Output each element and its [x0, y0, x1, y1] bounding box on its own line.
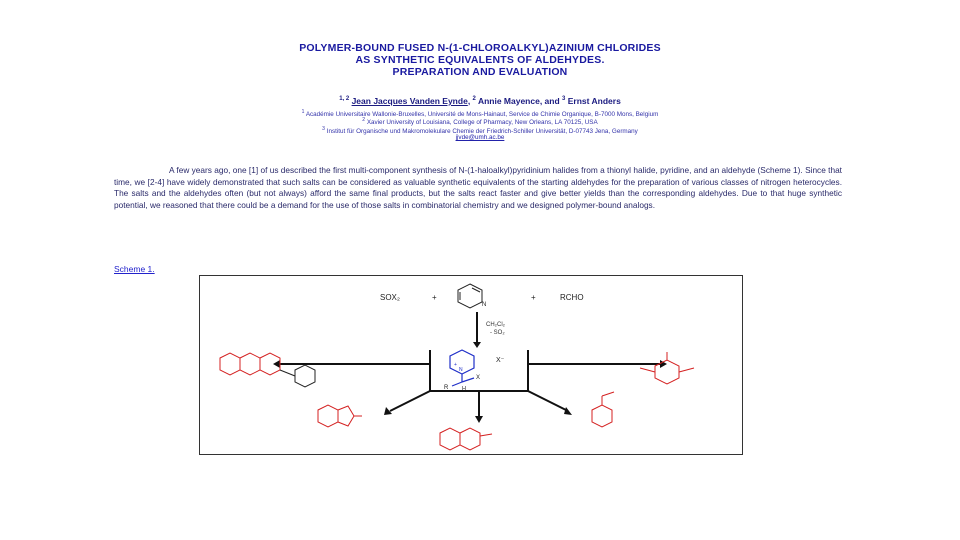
arrow-left [273, 360, 280, 368]
salt-x-label: X [476, 375, 481, 381]
intro-paragraph [114, 165, 842, 211]
scheme-1-link[interactable]: Scheme 1. [114, 264, 155, 274]
pyridine-structure [458, 284, 482, 308]
author-list: $^{1, 2}$ Jean Jacques Vanden Eynde, $^2$ Annie Mayence, and $^3$ Ernst Anders [339, 96, 621, 106]
salt-h-label: H [462, 386, 466, 392]
title-line-2: AS SYNTHETIC EQUIVALENTS OF ALDEHYDES. [355, 54, 605, 66]
affiliation-1-text: Académie Universitaire Wallonie-Bruxelles, Université de Mons-Hainaut, Service de Chimie Organique, B-7000 Mons, Belgium [305, 111, 659, 119]
reaction-arrowhead [473, 342, 481, 348]
pyridine-n-label: N [482, 302, 487, 308]
condition-byproduct: - SO₂ [490, 330, 505, 336]
paper-title [0, 42, 960, 78]
reagent-rcho: RCHO [560, 293, 584, 302]
title-line-3: PREPARATION AND EVALUATION [392, 66, 568, 78]
product-lower-left-structure [318, 405, 362, 427]
condition-solvent: CH₂Cl₂ [486, 322, 505, 328]
affiliation-2-text: Xavier University of Louisiana, College of Pharmacy, New Orleans, LA 70125, USA [366, 119, 598, 127]
arrow-lower-right [564, 407, 572, 415]
author-1-affil: 1, 2 [339, 96, 350, 103]
affiliation-3-sup: 3 [322, 126, 325, 132]
author-2-affil: 2 [472, 96, 476, 103]
salt-r-label: R [444, 385, 449, 391]
plus-sign-1: + [432, 293, 437, 302]
affiliation-1-sup: 1 [301, 109, 305, 115]
affiliation-2-sup: 2 [362, 117, 366, 123]
product-bottom-structure [440, 428, 492, 450]
plus-sign-2: + [531, 293, 536, 302]
product-left-structure [220, 353, 315, 387]
email-link[interactable]: jjvde@umh.ac.be [455, 134, 505, 141]
author-2-name: Annie Mayence, and [477, 96, 560, 106]
title-line-1: POLYMER-BOUND FUSED N-(1-CHLOROALKYL)AZINIUM CHLORIDES [299, 42, 661, 54]
salt-counterion: X⁻ [496, 357, 505, 364]
reagent-sox2: SOX₂ [380, 293, 400, 302]
scheme-diagram [200, 276, 742, 454]
product-lower-right-structure [592, 392, 614, 427]
product-right-structure [640, 352, 694, 384]
salt-n-label: N [459, 367, 463, 373]
salt-frame [280, 350, 660, 418]
author-3-name: Ernst Anders [567, 96, 621, 106]
paragraph-text: A few years ago, one [1] of us described the first multi-component synthesis of N-(1-haloalkyl)pyridinium halides from a thionyl halide, pyridine, and an aldehyde (Scheme 1). Since that time, we [2-4] have widely demonstrated that such salts can be considered as valuable synthetic equivalents of the starting aldehydes for the preparation of various classes of nitrogen heterocycles. The salts and the aldehydes often (but not always) afford the same final products, but the salts react faster and give better yields than the corresponding aldehydes. Due to that huge synthetic potential, we reasoned that there could be a demand for the use of those salts in combinatorial chemistry and we designed polymer-bound analogs. [114, 165, 842, 210]
author-3-affil: 3 [562, 96, 566, 103]
scheme-1-figure [199, 275, 743, 455]
salt-plus-label: + [454, 362, 457, 368]
author-1-name[interactable]: Jean Jacques Vanden Eynde [351, 96, 468, 106]
arrow-bottom [475, 416, 483, 423]
affiliation-3-text: Institut für Organische und Makromolekulare Chemie der Friedrich-Schiller Universität, D-07743 Jena, Germany [326, 128, 638, 136]
